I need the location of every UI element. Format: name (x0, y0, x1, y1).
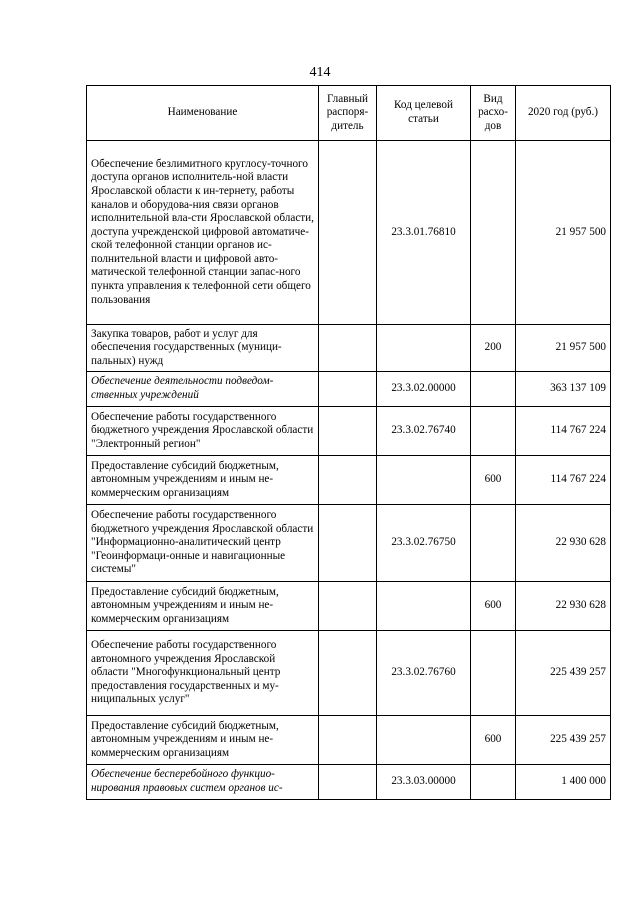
row-amount: 22 930 628 (516, 505, 611, 582)
row-name: Предоставление субсидий бюджетным, автономным учреждениям и иным не-коммерческим организациям (87, 582, 319, 631)
row-amount: 225 439 257 (516, 631, 611, 716)
row-code (377, 582, 471, 631)
row-type (471, 372, 516, 407)
row-code: 23.3.02.76760 (377, 631, 471, 716)
row-name: Предоставление субсидий бюджетным, автономным учреждениям и иным не-коммерческим организациям (87, 716, 319, 765)
row-amount: 225 439 257 (516, 716, 611, 765)
table-row (87, 716, 611, 765)
row-admin (319, 372, 377, 407)
row-amount: 363 137 109 (516, 372, 611, 407)
row-code: 23.3.03.00000 (377, 765, 471, 800)
row-name: Обеспечение работы государственного бюджетного учреждения Ярославской области "Электронный регион" (87, 407, 319, 456)
row-code: 23.3.02.76740 (377, 407, 471, 456)
row-type (471, 505, 516, 582)
header-code: Код целевой статьи (377, 86, 471, 141)
header-admin: Главный распоря-дитель (319, 86, 377, 141)
row-amount: 21 957 500 (516, 325, 611, 372)
row-type (471, 407, 516, 456)
table-row (87, 325, 611, 372)
row-type (471, 631, 516, 716)
row-admin (319, 765, 377, 800)
row-name: Предоставление субсидий бюджетным, автономным учреждениям и иным не-коммерческим организациям (87, 456, 319, 505)
table-row (87, 582, 611, 631)
row-amount: 22 930 628 (516, 582, 611, 631)
table-header-row (87, 86, 611, 141)
row-type (471, 141, 516, 325)
table-row (87, 505, 611, 582)
row-admin (319, 407, 377, 456)
table-row (87, 456, 611, 505)
row-admin (319, 582, 377, 631)
row-admin (319, 631, 377, 716)
header-name: Наименование (87, 86, 319, 141)
row-admin (319, 456, 377, 505)
table-row (87, 631, 611, 716)
header-amount: 2020 год (руб.) (516, 86, 611, 141)
table-row (87, 141, 611, 325)
row-amount: 1 400 000 (516, 765, 611, 800)
row-type: 600 (471, 456, 516, 505)
row-type: 600 (471, 716, 516, 765)
table-row (87, 407, 611, 456)
row-admin (319, 325, 377, 372)
row-admin (319, 505, 377, 582)
row-name: Обеспечение безлимитного круглосу-точного доступа органов исполнитель-ной власти Ярославской области к ин-тернету, работы каналов и оборудова-ния связи органов исполнительной вла-сти Ярославской области, доступа учрежденской цифровой автоматиче-ской телефонной станции органов ис-полнительной власти и цифровой авто-матической телефонной станции запас-ного пункта управления к телефонной сети общего пользования (87, 141, 319, 325)
table-row (87, 372, 611, 407)
row-code: 23.3.01.76810 (377, 141, 471, 325)
row-type (471, 765, 516, 800)
row-code (377, 716, 471, 765)
row-name: Обеспечение деятельности подведом-ственных учреждений (87, 372, 319, 407)
row-name: Обеспечение работы государственного автономного учреждения Ярославской области "Многофункциональный центр предоставления государственных и му-ниципальных услуг" (87, 631, 319, 716)
page-number: 414 (309, 65, 331, 80)
row-type: 600 (471, 582, 516, 631)
row-amount: 21 957 500 (516, 141, 611, 325)
row-code: 23.3.02.00000 (377, 372, 471, 407)
row-admin (319, 716, 377, 765)
row-code (377, 325, 471, 372)
row-type: 200 (471, 325, 516, 372)
row-code: 23.3.02.76750 (377, 505, 471, 582)
row-name: Закупка товаров, работ и услуг для обеспечения государственных (муници-пальных) нужд (87, 325, 319, 372)
header-type: Вид расхо-дов (471, 86, 516, 141)
row-name: Обеспечение работы государственного бюджетного учреждения Ярославской области "Информационно-аналитический центр "Геоинформаци-онные и навигационные системы" (87, 505, 319, 582)
budget-table (86, 85, 611, 800)
row-amount: 114 767 224 (516, 456, 611, 505)
row-code (377, 456, 471, 505)
row-amount: 114 767 224 (516, 407, 611, 456)
row-name: Обеспечение бесперебойного функцио-нирования правовых систем органов ис- (87, 765, 319, 800)
table-row (87, 765, 611, 800)
row-admin (319, 141, 377, 325)
